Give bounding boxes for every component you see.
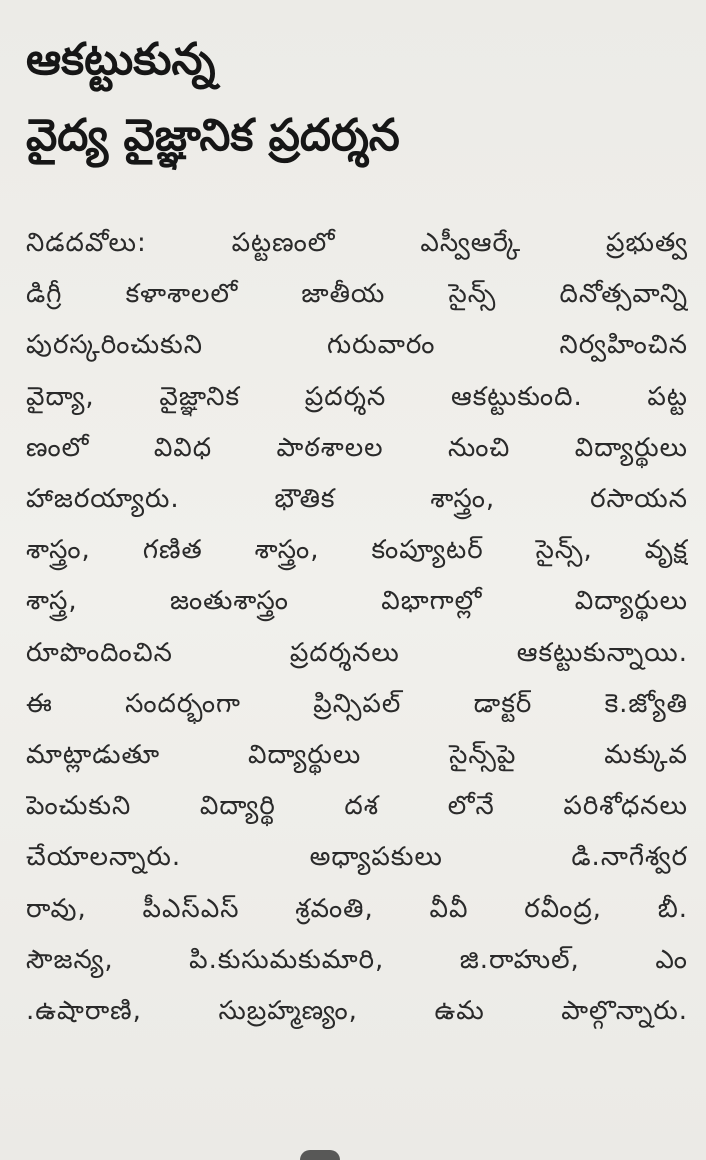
body-line: డిగ్రీ కళాశాలలో జాతీయ సైన్స్ దినోత్సవాన్ని bbox=[26, 279, 688, 310]
body-line: సౌజన్య, పి.కుసుమకుమారి, జి.రాహుల్, ఎం bbox=[26, 944, 688, 975]
article-headline bbox=[26, 22, 686, 174]
body-line: నిడదవోలు: పట్టణంలో ఎస్వీఆర్కే ప్రభుత్వ bbox=[26, 228, 688, 258]
body-line: ణంలో వివిధ పాఠశాలల నుంచి విద్యార్థులు bbox=[26, 432, 688, 463]
body-line: ఈ సందర్భంగా ప్రిన్సిపల్ డాక్టర్ కె.జ్యోతి bbox=[26, 688, 688, 719]
headline-line-1: ఆకట్టుకున్న bbox=[26, 34, 216, 85]
body-line: పురస్కరించుకుని గురువారం నిర్వహించిన bbox=[26, 330, 688, 361]
body-line: చేయాలన్నారు. అధ్యాపకులు డి.నాగేశ్వర bbox=[26, 842, 688, 873]
cropped-next-text bbox=[300, 1150, 340, 1160]
body-line: పెంచుకుని విద్యార్థి దశ లోనే పరిశోధనలు bbox=[26, 791, 688, 822]
body-line: రూపొందించిన ప్రదర్శనలు ఆకట్టుకున్నాయి. bbox=[26, 637, 688, 668]
body-line: మాట్లాడుతూ విద్యార్థులు సైన్స్‌పై మక్కువ bbox=[26, 740, 688, 771]
body-line: వైద్యా, వైజ్ఞానిక ప్రదర్శన ఆకట్టుకుంది. పట్ట bbox=[26, 381, 688, 412]
body-line: రావు, పీఎస్ఎస్ శ్రవంతి, వీవీ రవీంద్ర, బీ. bbox=[26, 893, 688, 924]
cropped-previous-text bbox=[150, 0, 470, 6]
body-line: శాస్త్ర, జంతుశాస్త్రం విభాగాల్లో విద్యార్థులు bbox=[26, 586, 688, 617]
article-body bbox=[26, 218, 688, 1037]
headline-line-2: వైద్య వైజ్ఞానిక ప్రదర్శన bbox=[26, 110, 400, 161]
body-line: శాస్త్రం, గణిత శాస్త్రం, కంప్యూటర్ సైన్స్, వృక్ష bbox=[26, 535, 688, 566]
body-line: హాజరయ్యారు. భౌతిక శాస్త్రం, రసాయన bbox=[26, 484, 688, 515]
body-line: .ఉషారాణి, సుబ్రహ్మణ్యం, ఉమ పాల్గొన్నారు. bbox=[26, 996, 688, 1027]
